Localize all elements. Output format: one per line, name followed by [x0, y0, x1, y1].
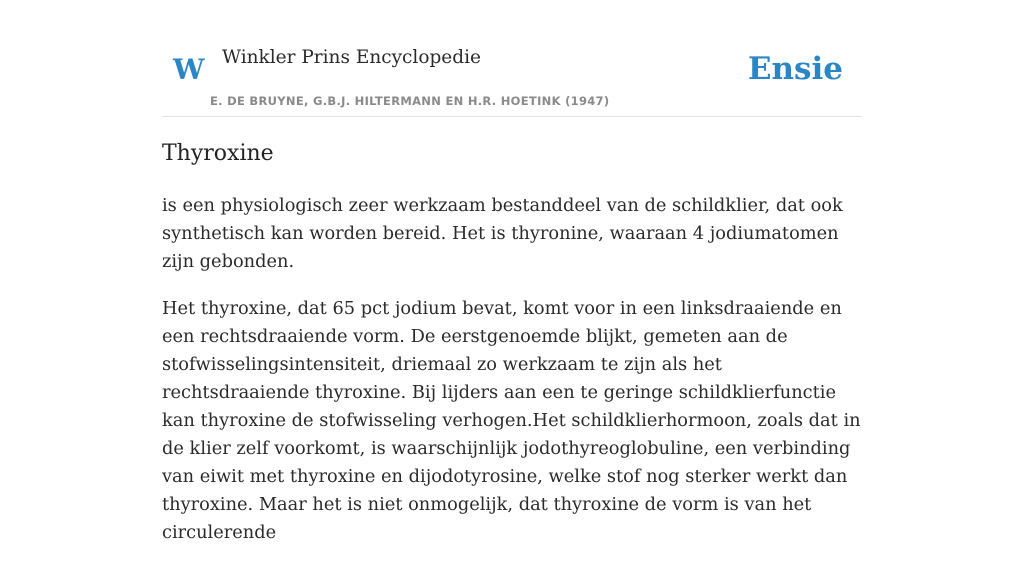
article-paragraph: Het thyroxine, dat 65 pct jodium bevat, komt voor in een linksdraaiende en een rechtsdraaiende vorm. De eerstgenoemde blijkt, gemeten aan de stofwisselingsintensiteit, driemaal zo werkzaam te zijn als het rechtsdraaiende thyroxine. Bij lijders aan een te geringe schildklierfunctie kan thyroxine de stofwisseling verhogen.Het schildklierhormoon, zoals dat in de klier zelf voorkomt, is waarschijnlijk jodothyreoglobuline, een verbinding van eiwit met thyroxine en dijodotyrosine, welke stof nog sterker werkt dan thyroxine. Maar het is niet onmogelijk, dat thyroxine de vorm is van het circulerende: [162, 298, 861, 543]
source-logo-icon[interactable]: W: [173, 53, 205, 86]
brand-logo[interactable]: Ensie: [747, 51, 843, 87]
article-title: Thyroxine: [162, 141, 274, 166]
article-paragraph: is een physiologisch zeer werkzaam bestanddeel van de schildklier, dat ook synthetisch kan worden bereid. Het is thyronine, waaraan 4 jodiumatomen zijn gebonden.: [162, 195, 843, 272]
source-header: [162, 0, 862, 117]
source-authors: E. DE BRUYNE, G.B.J. HILTERMANN EN H.R. HOETINK (1947): [210, 94, 610, 108]
source-title-link[interactable]: Winkler Prins Encyclopedie: [222, 47, 481, 68]
article-body: [162, 192, 862, 566]
